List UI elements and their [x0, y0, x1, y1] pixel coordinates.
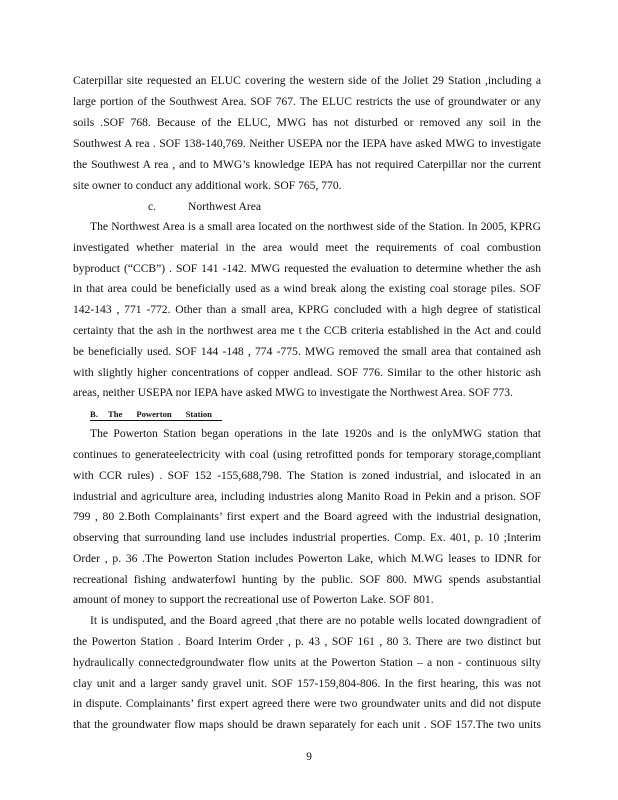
text-line: byproduct (“CCB”) . SOF 141 -142. MWG requested the evaluation to determine whether the ash	[73, 262, 541, 275]
section-heading	[90, 408, 222, 421]
text-line: with CCR rules) . SOF 152 -155,688,798. The Station is zoned industrial, and islocated in an	[73, 469, 541, 482]
section-title-word: Station	[185, 409, 212, 419]
text-line: hydraulically connectedgroundwater flow units at the Powerton Station – a non - continuous silty	[73, 656, 541, 669]
text-line: Caterpillar site requested an ELUC covering the western side of the Joliet 29 Station ,including a	[73, 74, 541, 87]
text-line: the Southwest A rea , and to MWG’s knowledge IEPA has not required Caterpillar nor the current	[73, 158, 541, 171]
text-line: observing that surrounding land use includes industrial properties. Comp. Ex. 401, p. 10 ;Interim	[73, 531, 541, 544]
text-line: investigated whether material in the area would meet the requirements of coal combustion	[73, 241, 541, 254]
text-line: the Powerton Station . Board Interim Order , p. 43 , SOF 161 , 80 3. There are two distinct but	[73, 635, 541, 648]
text-line: The Northwest Area is a small area located on the northwest side of the Station. In 2005, KPRG	[90, 220, 541, 233]
text-line: amount of money to support the recreational use of Powerton Lake. SOF 801.	[73, 593, 434, 606]
section-letter: B.	[90, 409, 98, 419]
section-title-word: The	[108, 409, 123, 419]
text-line: industrial and agriculture area, including industries along Manito Road in Pekin and a prison. SOF	[73, 490, 541, 503]
text-line: be beneficially used. SOF 144 -148 , 774 -775. MWG removed the small area that contained ash	[73, 345, 541, 358]
text-line: recreational fishing andwaterfowl hunting by the public. SOF 800. MWG spends asubstantial	[73, 573, 541, 586]
text-line: certainty that the ash in the northwest area me t the CCB criteria established in the Act and could	[73, 324, 541, 337]
section-title-word: Powerton	[136, 409, 172, 419]
text-line: Order , p. 36 .The Powerton Station includes Powerton Lake, which M.WG leases to IDNR for	[73, 552, 541, 565]
text-line: that the groundwater flow maps should be drawn separately for each unit . SOF 157.The two units	[73, 718, 541, 731]
subsection-heading	[148, 200, 261, 214]
text-line: large portion of the Southwest Area. SOF 767. The ELUC restricts the use of groundwater or any	[73, 95, 541, 108]
text-line: in that area could be beneficially used as a wind break along the existing coal storage piles. SOF	[73, 282, 541, 295]
text-line: 799 , 80 2.Both Complainants’ first expert and the Board agreed with the industrial designation,	[73, 510, 541, 523]
text-line: The Powerton Station began operations in the late 1920s and is the onlyMWG station that	[90, 427, 541, 440]
text-line: in dispute. Complainants’ first expert agreed there were two groundwater units and did not dispute	[73, 697, 541, 710]
text-line: with slightly higher concentrations of copper andlead. SOF 776. Similar to the other historic ash	[73, 366, 541, 379]
subsection-title: Northwest Area	[188, 200, 262, 213]
page-number: 9	[306, 750, 312, 763]
text-line: Southwest A rea . SOF 138-140,769. Neither USEPA nor the IEPA have asked MWG to investigate	[73, 137, 541, 150]
text-line: It is undisputed, and the Board agreed ,that there are no potable wells located downgradient of	[90, 614, 541, 627]
text-line: clay unit and a larger sandy gravel unit. SOF 157-159,804-806. In the first hearing, this was not	[73, 677, 541, 690]
text-line: areas, neither USEPA nor IEPA have asked MWG to investigate the Northwest Area. SOF 773.	[73, 386, 513, 399]
text-line: 142-143 , 771 -772. Other than a small area, KPRG concluded with a high degree of statistical	[73, 303, 541, 316]
text-line: continues to generateelectricity with coal (using retrofitted ponds for temporary storage,compliant	[73, 448, 541, 461]
text-line: site owner to conduct any additional work. SOF 765, 770.	[73, 179, 342, 192]
subsection-number: c.	[148, 200, 157, 213]
text-line: soils .SOF 768. Because of the ELUC, MWG has not disturbed or removed any soil in the	[73, 116, 541, 129]
